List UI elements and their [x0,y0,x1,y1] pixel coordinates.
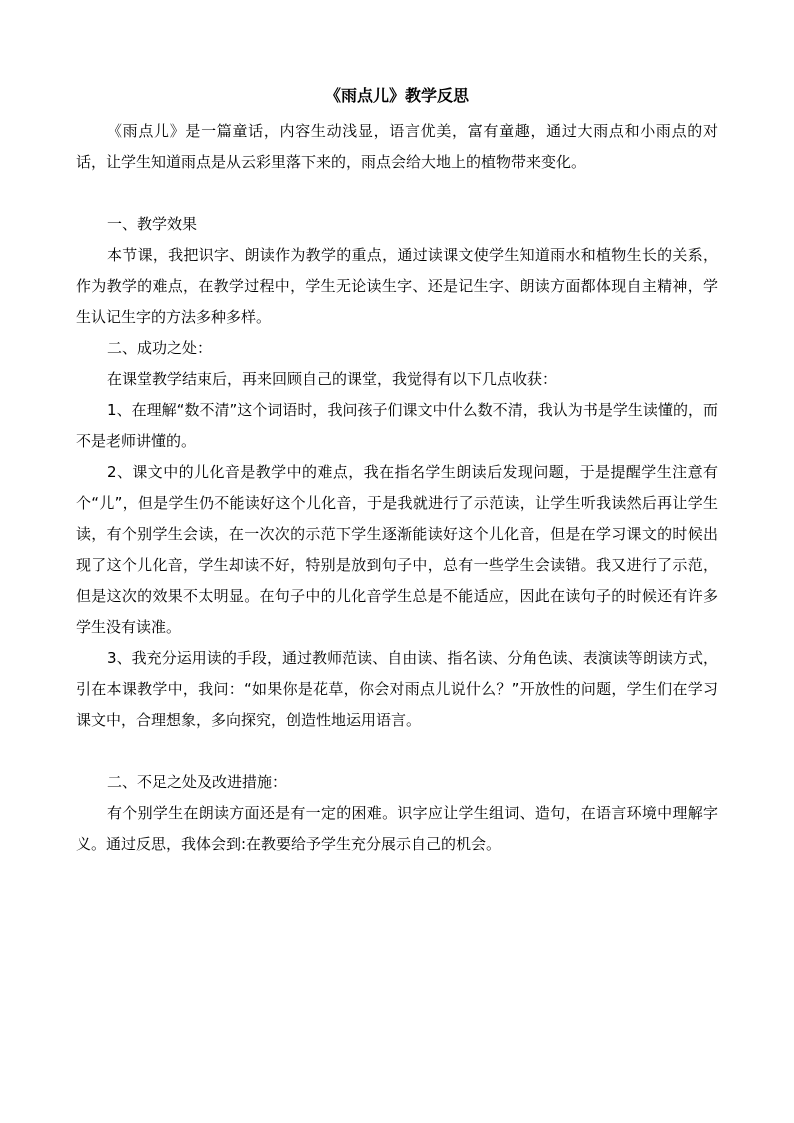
success-point-2: 2、课文中的儿化音是教学中的难点，我在指名学生朗读后发现问题，于是提醒学生注意有个“儿”，但是学生仍不能读好这个儿化音，于是我就进行了示范读，让学生听我读然后再让学生读，有个别学生会读，在一次次的示范下学生逐渐能读好这个儿化音，但是在学习课文的时候出现了这个儿化音，学生却读不好，特别是放到句子中，总有一些学生会读错。我又进行了示范，但是这次的效果不太明显。在句子中的儿化音学生总是不能适应，因此在读句子的时候还有许多学生没有读准。 [76,463,718,636]
intro-paragraph: 《雨点儿》是一篇童话，内容生动浅显，语言优美，富有童趣，通过大雨点和小雨点的对话，让学生知道雨点是从云彩里落下来的，雨点会给大地上的植物带来变化。 [76,122,718,171]
document-page [76,84,718,860]
section-heading-success: 二、成功之处： [107,339,213,357]
success-point-3: 3、我充分运用读的手段，通过教师范读、自由读、指名读、分角色读、表演读等朗读方式，引在本课教学中，我问：“如果你是花草，你会对雨点儿说什么？”开放性的问题，学生们在学习课文中，合理想象，多向探究，创造性地运用语言。 [76,649,718,729]
section-body-improvement: 有个别学生在朗读方面还是有一定的困难。识字应让学生组词、造句，在语言环境中理解字义。通过反思，我体会到:在教要给予学生充分展示自己的机会。 [76,804,718,853]
paragraph-spacer [76,736,718,767]
section-heading-improvement: 二、不足之处及改进措施： [107,773,288,791]
section-body-effect: 本节课，我把识字、朗读作为教学的重点，通过读课文使学生知道雨水和植物生长的关系，作为教学的难点，在教学过程中，学生无论读生字、还是记生字、朗读方面都体现自主精神，学生认记生字的方法多种多样。 [76,246,718,326]
success-point-1: 1、在理解“数不清”这个词语时，我问孩子们课文中什么数不清，我认为书是学生读懂的，而不是老师讲懂的。 [76,401,718,450]
document-title: 《雨点儿》教学反思 [324,86,469,105]
section-lead-success: 在课堂教学结束后，再来回顾自己的课堂，我觉得有以下几点收获： [107,370,558,388]
section-heading-effect: 一、教学效果 [107,215,198,233]
paragraph-spacer [76,178,718,209]
